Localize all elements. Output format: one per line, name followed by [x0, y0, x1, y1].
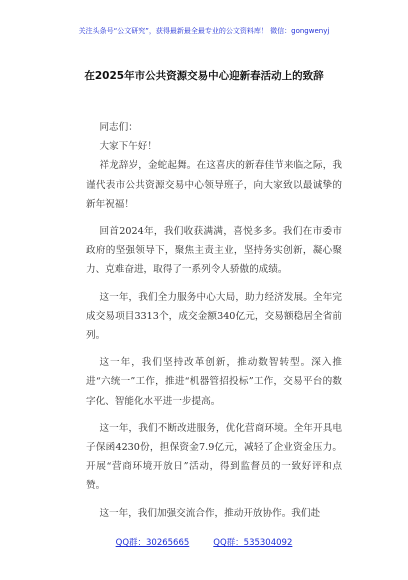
document-body [86, 118, 342, 523]
paragraph-review-2024: 回首2024年，我们收获满满，喜悦多多。我们在市委市政府的坚强领导下，聚焦主责主业，坚持务实创新，凝心聚力、克难奋进，取得了一系列令人骄傲的成绩。 [86, 226, 342, 276]
paragraph-business-environment: 这一年，我们不断改进服务，优化营商环境。全年开具电子保函4230份，担保资金7.9亿元，减轻了企业资金压力。开展“营商环境开放日”活动，得到监督员的一致好评和点赞。 [86, 422, 342, 492]
document-title: 在2025年市公共资源交易中心迎新春活动上的致辞 [84, 70, 324, 82]
qq-group-link-1[interactable]: QQ群：30265665 [115, 538, 190, 548]
promo-banner: 关注头条号“公文研究”，获得最新最全最专业的公文资料库！ 微信：gongwenyj [78, 27, 330, 35]
footer-contacts [0, 536, 408, 548]
paragraph-new-year-wishes: 祥龙辞岁，金蛇起舞。在这喜庆的新春佳节来临之际，我谨代表市公共资源交易中心领导班子，向大家致以最诚挚的新年祝福！ [86, 160, 342, 210]
greeting: 大家下午好！ [99, 141, 157, 153]
paragraph-cooperation: 这一年，我们加强交流合作，推动开放协作。我们赴 [99, 507, 321, 519]
paragraph-reform-innovation: 这一年，我们坚持改革创新，推动数智转型。深入推进“六统一”工作，推进“机器管招投标”工作，交易平台的数字化、智能化水平进一步提高。 [86, 357, 342, 407]
qq-group-link-2[interactable]: QQ群：535304092 [213, 538, 293, 548]
salutation: 同志们： [99, 122, 138, 133]
paragraph-economic-service: 这一年，我们全力服务中心大局，助力经济发展。全年完成交易项目3313个，成交金额340亿元，交易额稳居全省前列。 [86, 291, 342, 342]
